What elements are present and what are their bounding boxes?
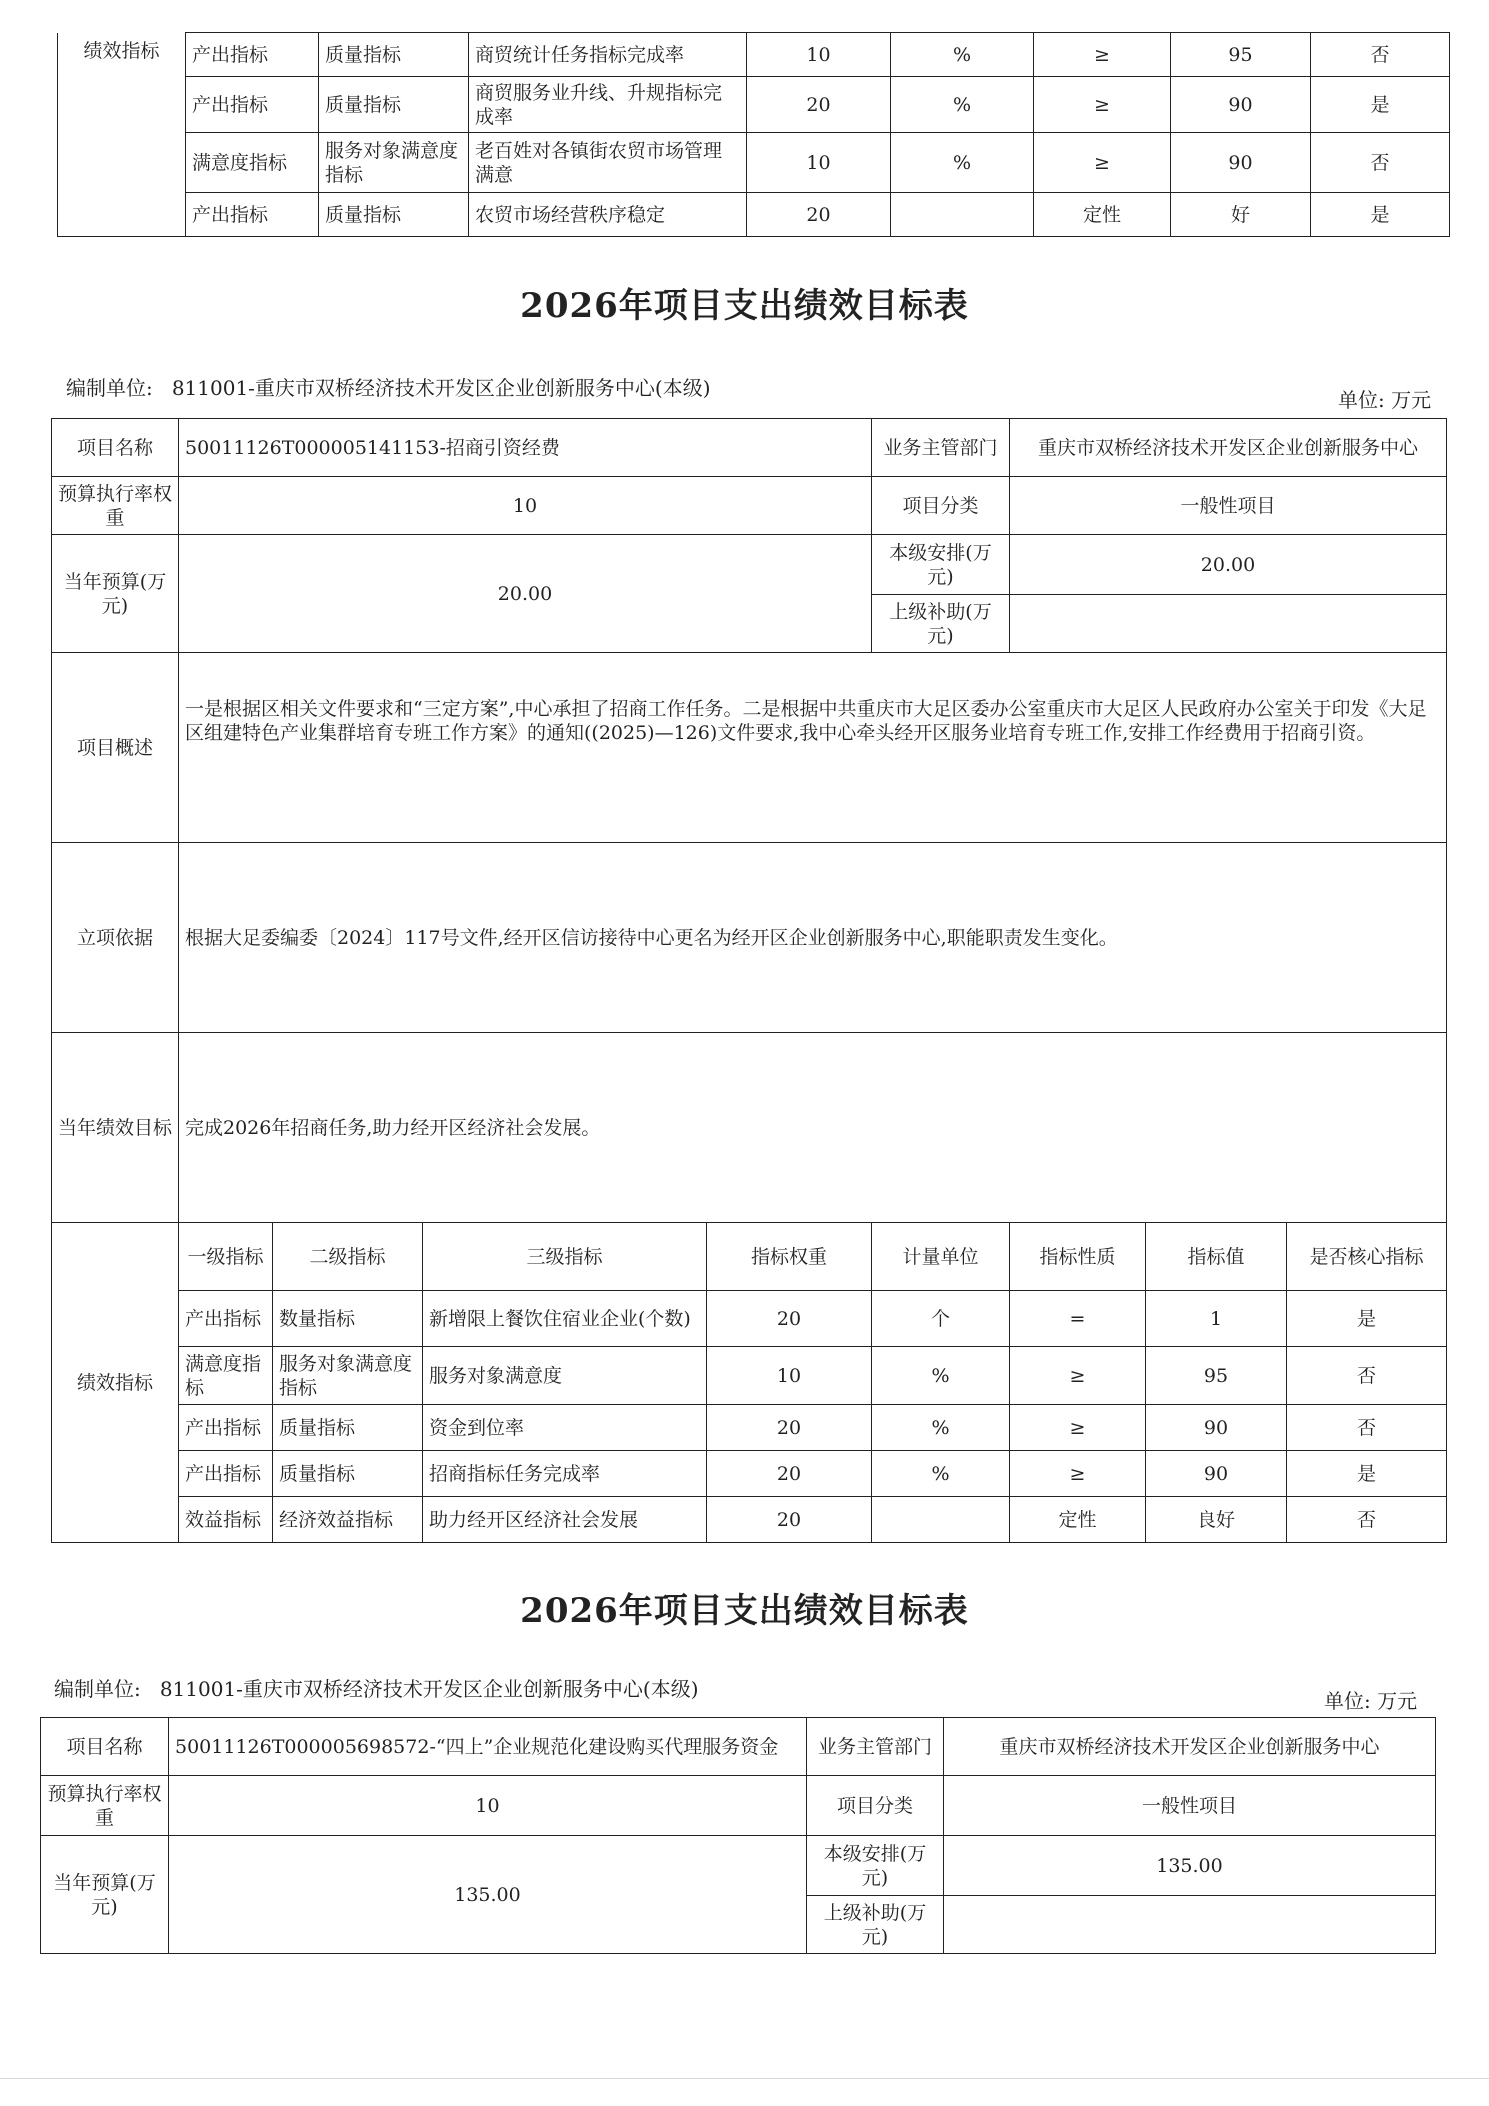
header-cell: 计量单位	[872, 1223, 1010, 1291]
header-cell: 是否核心指标	[1287, 1223, 1447, 1291]
category-value: 一般性项目	[1010, 477, 1447, 535]
basis-label: 立项依据	[52, 843, 179, 1033]
cell: 质量指标	[273, 1405, 423, 1451]
perf-label: 绩效指标	[58, 33, 186, 237]
section2-unit: 单位: 万元	[1324, 1689, 1418, 1713]
section2-org	[54, 1673, 699, 1702]
cell: 否	[1311, 33, 1450, 77]
cell: 质量指标	[273, 1451, 423, 1497]
local-label: 本级安排(万元)	[807, 1836, 944, 1896]
cell: 定性	[1034, 193, 1171, 237]
local-label: 本级安排(万元)	[872, 535, 1010, 595]
header-cell: 二级指标	[273, 1223, 423, 1291]
overview-value: 一是根据区相关文件要求和“三定方案”,中心承担了招商工作任务。二是根据中共重庆市大足区委办公室重庆市大足区人民政府办公室关于印发《大足区组建特色产业集群培育专班工作方案》的通知((2025)—126)文件要求,我中心牵头经开区服务业培育专班工作,安排工作经费用于招商引资。	[179, 653, 1447, 843]
header-cell: 指标权重	[707, 1223, 872, 1291]
cell: 农贸市场经营秩序稳定	[469, 193, 747, 237]
weight-label: 预算执行率权重	[41, 1776, 169, 1836]
cell: 数量指标	[273, 1291, 423, 1347]
cell: %	[872, 1347, 1010, 1405]
cell: 服务对象满意度指标	[319, 133, 469, 193]
cell: 90	[1171, 133, 1311, 193]
upper-label: 上级补助(万元)	[872, 595, 1010, 653]
header-cell: 指标值	[1146, 1223, 1287, 1291]
cell: 是	[1287, 1451, 1447, 1497]
org-label: 编制单位:	[54, 1677, 141, 1701]
basis-value: 根据大足委编委〔2024〕117号文件,经开区信访接待中心更名为经开区企业创新服务中心,职能职责发生变化。	[179, 843, 1447, 1033]
top-performance-table	[57, 32, 1450, 237]
cell: %	[891, 77, 1034, 133]
cell: 95	[1146, 1347, 1287, 1405]
cell: 老百姓对各镇街农贸市场管理满意	[469, 133, 747, 193]
cell: 10	[747, 33, 891, 77]
local-value: 135.00	[944, 1836, 1436, 1896]
category-label: 项目分类	[872, 477, 1010, 535]
header-cell: 三级指标	[423, 1223, 707, 1291]
cell	[891, 193, 1034, 237]
cell: 否	[1311, 133, 1450, 193]
cell: 90	[1171, 77, 1311, 133]
goal-value: 完成2026年招商任务,助力经开区经济社会发展。	[179, 1033, 1447, 1223]
cell: ≥	[1010, 1405, 1146, 1451]
cell	[872, 1497, 1010, 1543]
budget-label: 当年预算(万元)	[52, 535, 179, 653]
cell: 20	[747, 193, 891, 237]
cell: ≥	[1034, 33, 1171, 77]
cell: 产出指标	[186, 33, 319, 77]
cell: 10	[707, 1347, 872, 1405]
header-cell: 一级指标	[179, 1223, 273, 1291]
cell: 服务对象满意度指标	[273, 1347, 423, 1405]
project-name-label: 项目名称	[41, 1718, 169, 1776]
cell: 个	[872, 1291, 1010, 1347]
cell: 产出指标	[186, 193, 319, 237]
scan-edge	[0, 2078, 1489, 2079]
section2-title: 2026年项目支出绩效目标表	[520, 1591, 969, 1631]
dept-label: 业务主管部门	[807, 1718, 944, 1776]
budget-value: 135.00	[169, 1836, 807, 1954]
cell: 产出指标	[179, 1451, 273, 1497]
dept-value: 重庆市双桥经济技术开发区企业创新服务中心	[1010, 419, 1447, 477]
cell: ≥	[1034, 133, 1171, 193]
cell: 满意度指标	[186, 133, 319, 193]
cell: 效益指标	[179, 1497, 273, 1543]
cell: 好	[1171, 193, 1311, 237]
cell: 20	[707, 1291, 872, 1347]
cell: 新增限上餐饮住宿业企业(个数)	[423, 1291, 707, 1347]
category-label: 项目分类	[807, 1776, 944, 1836]
upper-value	[944, 1896, 1436, 1954]
org-label: 编制单位:	[66, 376, 153, 400]
section1-org	[66, 372, 711, 401]
org-value: 811001-重庆市双桥经济技术开发区企业创新服务中心(本级)	[159, 1677, 699, 1701]
cell: 质量指标	[319, 193, 469, 237]
budget-value: 20.00	[179, 535, 872, 653]
local-value: 20.00	[1010, 535, 1447, 595]
org-value: 811001-重庆市双桥经济技术开发区企业创新服务中心(本级)	[171, 376, 711, 400]
project-name-label: 项目名称	[52, 419, 179, 477]
cell: 商贸服务业升线、升规指标完成率	[469, 77, 747, 133]
cell: 95	[1171, 33, 1311, 77]
cell: 产出指标	[186, 77, 319, 133]
section1-title: 2026年项目支出绩效目标表	[520, 286, 969, 326]
cell: 10	[747, 133, 891, 193]
perf-label: 绩效指标	[52, 1223, 179, 1543]
cell: 90	[1146, 1451, 1287, 1497]
section1-unit: 单位: 万元	[1338, 388, 1432, 412]
overview-label: 项目概述	[52, 653, 179, 843]
cell: 20	[707, 1497, 872, 1543]
cell: 助力经开区经济社会发展	[423, 1497, 707, 1543]
cell: 产出指标	[179, 1405, 273, 1451]
cell: 20	[707, 1451, 872, 1497]
budget-label: 当年预算(万元)	[41, 1836, 169, 1954]
weight-value: 10	[169, 1776, 807, 1836]
upper-label: 上级补助(万元)	[807, 1896, 944, 1954]
cell: 否	[1287, 1405, 1447, 1451]
cell: 满意度指标	[179, 1347, 273, 1405]
cell: %	[872, 1451, 1010, 1497]
cell: ≥	[1034, 77, 1171, 133]
cell: %	[891, 33, 1034, 77]
header-cell: 指标性质	[1010, 1223, 1146, 1291]
cell: 90	[1146, 1405, 1287, 1451]
cell: 商贸统计任务指标完成率	[469, 33, 747, 77]
cell: 是	[1287, 1291, 1447, 1347]
cell: 质量指标	[319, 33, 469, 77]
dept-value: 重庆市双桥经济技术开发区企业创新服务中心	[944, 1718, 1436, 1776]
weight-label: 预算执行率权重	[52, 477, 179, 535]
dept-label: 业务主管部门	[872, 419, 1010, 477]
project-name-value: 50011126T000005698572-“四上”企业规范化建设购买代理服务资金	[169, 1718, 807, 1776]
cell: 招商指标任务完成率	[423, 1451, 707, 1497]
project-name-value: 50011126T000005141153-招商引资经费	[179, 419, 872, 477]
cell: ≥	[1010, 1347, 1146, 1405]
cell: 是	[1311, 77, 1450, 133]
weight-value: 10	[179, 477, 872, 535]
cell: 产出指标	[179, 1291, 273, 1347]
cell: =	[1010, 1291, 1146, 1347]
cell: 是	[1311, 193, 1450, 237]
section1-table	[51, 418, 1447, 1543]
cell: 良好	[1146, 1497, 1287, 1543]
cell: %	[872, 1405, 1010, 1451]
cell: 20	[747, 77, 891, 133]
cell: %	[891, 133, 1034, 193]
cell: 服务对象满意度	[423, 1347, 707, 1405]
cell: 资金到位率	[423, 1405, 707, 1451]
cell: 否	[1287, 1347, 1447, 1405]
goal-label: 当年绩效目标	[52, 1033, 179, 1223]
cell: 否	[1287, 1497, 1447, 1543]
cell: 经济效益指标	[273, 1497, 423, 1543]
cell: 质量指标	[319, 77, 469, 133]
section2-table	[40, 1717, 1436, 1954]
cell: 1	[1146, 1291, 1287, 1347]
cell: 20	[707, 1405, 872, 1451]
upper-value	[1010, 595, 1447, 653]
cell: 定性	[1010, 1497, 1146, 1543]
cell: ≥	[1010, 1451, 1146, 1497]
category-value: 一般性项目	[944, 1776, 1436, 1836]
